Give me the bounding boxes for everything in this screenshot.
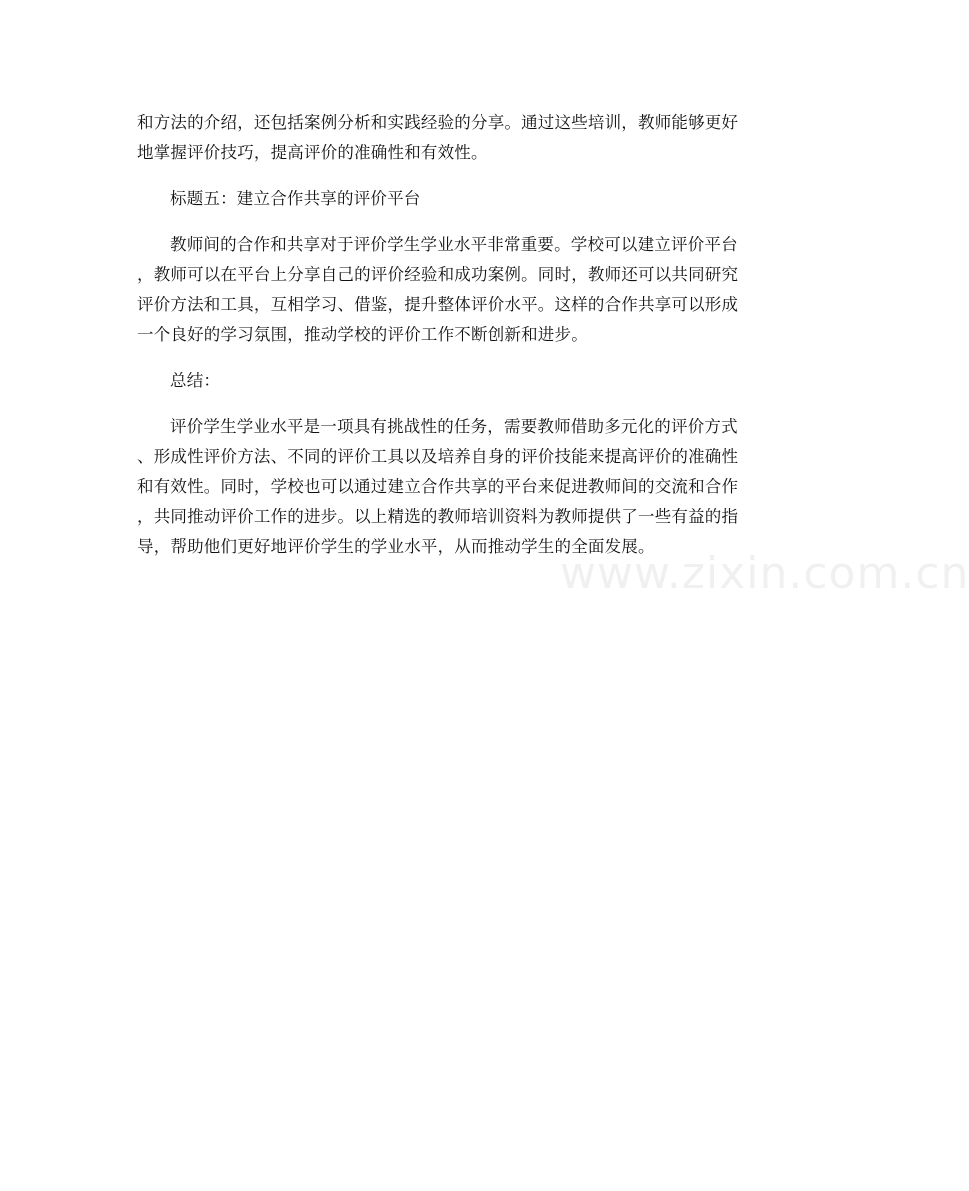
paragraph-line: 评价方法和工具，互相学习、借鉴，提升整体评价水平。这样的合作共享可以形成 xyxy=(137,295,739,314)
document-body xyxy=(137,108,787,562)
paragraph-line: 和有效性。同时，学校也可以通过建立合作共享的平台来促进教师间的交流和合作 xyxy=(137,477,739,496)
paragraph-section-5 xyxy=(137,230,787,350)
paragraph-line: ，共同推动评价工作的进步。以上精选的教师培训资料为教师提供了一些有益的指 xyxy=(137,507,739,526)
paragraph-line: 导，帮助他们更好地评价学生的学业水平，从而推动学生的全面发展。 xyxy=(137,537,655,556)
summary-heading: 总结： xyxy=(170,371,221,390)
watermark: www.zixin.com.cn xyxy=(560,548,969,599)
paragraph-line: ，教师可以在平台上分享自己的评价经验和成功案例。同时，教师还可以共同研究 xyxy=(137,265,739,284)
paragraph-line: 教师间的合作和共享对于评价学生学业水平非常重要。学校可以建立评价平台 xyxy=(170,235,738,254)
paragraph-line: 评价学生学业水平是一项具有挑战性的任务，需要教师借助多元化的评价方式 xyxy=(170,417,738,436)
paragraph-line: 、形成性评价方法、不同的评价工具以及培养自身的评价技能来提高评价的准确性 xyxy=(137,447,739,466)
paragraph-intro-continuation xyxy=(137,108,787,168)
paragraph-line: 和方法的介绍，还包括案例分析和实践经验的分享。通过这些培训，教师能够更好 xyxy=(137,113,739,132)
paragraph-line: 地掌握评价技巧，提高评价的准确性和有效性。 xyxy=(137,143,488,162)
section-heading-5: 标题五：建立合作共享的评价平台 xyxy=(170,189,421,208)
paragraph-line: 一个良好的学习氛围，推动学校的评价工作不断创新和进步。 xyxy=(137,325,588,344)
paragraph-summary xyxy=(137,412,787,562)
